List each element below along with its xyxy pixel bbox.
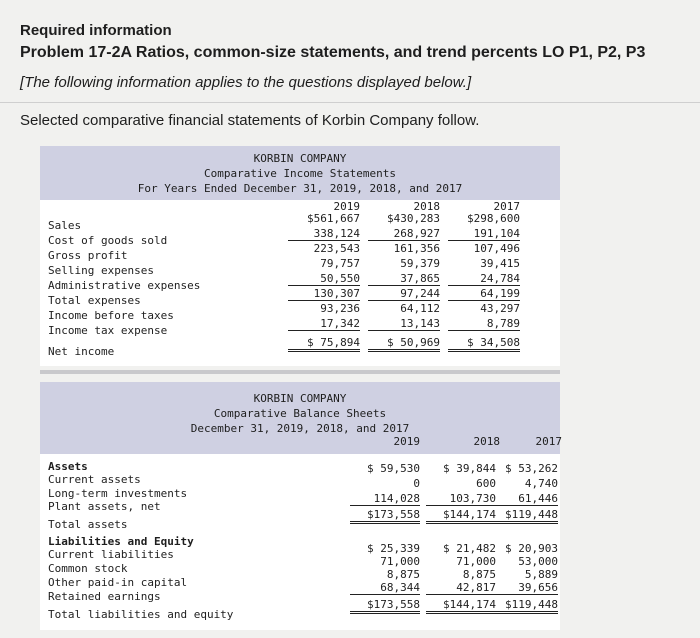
cell-2017: $ 53,262	[505, 462, 558, 475]
cell-2017: $119,448	[488, 598, 558, 614]
cell-2019: 223,543	[313, 242, 360, 255]
income-company-name: KORBIN COMPANY	[253, 152, 347, 165]
cell-2018: 64,112	[400, 302, 440, 315]
cell-2018: 97,244	[368, 287, 440, 301]
income-statement-title: Comparative Income Statements	[203, 167, 397, 180]
row-label: Other paid-in capital	[48, 576, 188, 589]
income-statement-table	[40, 146, 560, 366]
instructions-note: [The following information applies to the questions displayed below.]	[20, 74, 472, 91]
row-label: Selling expenses	[48, 264, 154, 277]
cell-2019: 50,550	[288, 272, 360, 286]
cell-2019: 68,344	[350, 581, 420, 595]
year-header-2017: 2017	[535, 435, 562, 448]
cell-2017: 191,104	[448, 227, 520, 241]
cell-2018: 8,875	[462, 568, 496, 581]
row-label: Current assets	[48, 473, 141, 486]
cell-2018: 37,865	[368, 272, 440, 286]
cell-2018: 42,817	[426, 581, 496, 595]
cell-2019: 8,875	[386, 568, 420, 581]
row-label: Total expenses	[48, 294, 141, 307]
cell-2018: $ 50,969	[368, 336, 440, 352]
required-information-heading: Required information	[20, 22, 172, 39]
year-header-2019: 2019	[393, 435, 420, 448]
cell-2019: $173,558	[350, 508, 420, 524]
row-label: Total assets	[48, 518, 128, 531]
row-label: Total liabilities and equity	[48, 608, 234, 621]
cell-2017: 61,446	[488, 492, 558, 506]
cell-2018: $144,174	[426, 598, 496, 614]
cell-2018: 59,379	[400, 257, 440, 270]
cell-2017: 8,789	[448, 317, 520, 331]
year-header-2018: 2018	[413, 200, 440, 213]
cell-2019: $ 59,530	[367, 462, 420, 475]
cell-2017: 53,000	[518, 555, 558, 568]
year-header-2017: 2017	[493, 200, 520, 213]
cell-2017: 24,784	[448, 272, 520, 286]
cell-2019: $ 75,894	[288, 336, 360, 352]
cell-2018: 268,927	[368, 227, 440, 241]
income-statement-period: For Years Ended December 31, 2019, 2018, and 2017	[137, 182, 463, 195]
cell-2018: 71,000	[456, 555, 496, 568]
cell-2019: $173,558	[350, 598, 420, 614]
row-label: Income before taxes	[48, 309, 174, 322]
cell-2017: 4,740	[524, 477, 558, 490]
cell-2019: $561,667	[307, 212, 360, 225]
year-header-2018: 2018	[473, 435, 500, 448]
cell-2017: 39,415	[480, 257, 520, 270]
section-heading-liabilities-equity: Liabilities and Equity	[48, 535, 194, 548]
row-label: Cost of goods sold	[48, 234, 168, 247]
balance-company-name: KORBIN COMPANY	[253, 392, 347, 405]
cell-2019: 79,757	[320, 257, 360, 270]
cell-2017: 64,199	[448, 287, 520, 301]
cell-2017: $ 34,508	[448, 336, 520, 352]
cell-2017: 39,656	[488, 581, 558, 595]
row-label: Retained earnings	[48, 590, 161, 603]
cell-2018: $ 21,482	[443, 542, 496, 555]
cell-2019: 130,307	[288, 287, 360, 301]
cell-2017: 107,496	[473, 242, 520, 255]
cell-2018: 161,356	[393, 242, 440, 255]
row-label: Administrative expenses	[48, 279, 201, 292]
year-header-2019: 2019	[333, 200, 360, 213]
row-label: Long-term investments	[48, 487, 188, 500]
row-label: Sales	[48, 219, 82, 232]
cell-2019: 114,028	[350, 492, 420, 506]
row-label: Net income	[48, 345, 115, 358]
cell-2019: $ 25,339	[367, 542, 420, 555]
cell-2019: 93,236	[320, 302, 360, 315]
cell-2018: 103,730	[426, 492, 496, 506]
row-label: Common stock	[48, 562, 128, 575]
divider	[40, 370, 560, 374]
cell-2017: $298,600	[467, 212, 520, 225]
cell-2018: 600	[476, 477, 496, 490]
balance-sheet-period: December 31, 2019, 2018, and 2017	[190, 422, 410, 435]
cell-2017: $ 20,903	[505, 542, 558, 555]
divider	[0, 102, 700, 103]
cell-2019: 71,000	[380, 555, 420, 568]
balance-sheet-table	[40, 382, 560, 630]
cell-2019: 0	[413, 477, 420, 490]
section-heading-assets: Assets	[48, 460, 88, 473]
row-label: Plant assets, net	[48, 500, 161, 513]
cell-2018: 13,143	[368, 317, 440, 331]
cell-2017: 43,297	[480, 302, 520, 315]
cell-2018: $ 39,844	[443, 462, 496, 475]
row-label: Current liabilities	[48, 548, 174, 561]
cell-2018: $430,283	[387, 212, 440, 225]
cell-2019: 338,124	[288, 227, 360, 241]
row-label: Income tax expense	[48, 324, 168, 337]
cell-2017: 5,889	[524, 568, 558, 581]
cell-2017: $119,448	[488, 508, 558, 524]
balance-sheet-title: Comparative Balance Sheets	[213, 407, 387, 420]
cell-2018: $144,174	[426, 508, 496, 524]
problem-title: Problem 17-2A Ratios, common-size statements, and trend percents LO P1, P2, P3	[20, 44, 646, 61]
cell-2019: 17,342	[288, 317, 360, 331]
intro-text: Selected comparative financial statements of Korbin Company follow.	[20, 112, 480, 129]
row-label: Gross profit	[48, 249, 128, 262]
